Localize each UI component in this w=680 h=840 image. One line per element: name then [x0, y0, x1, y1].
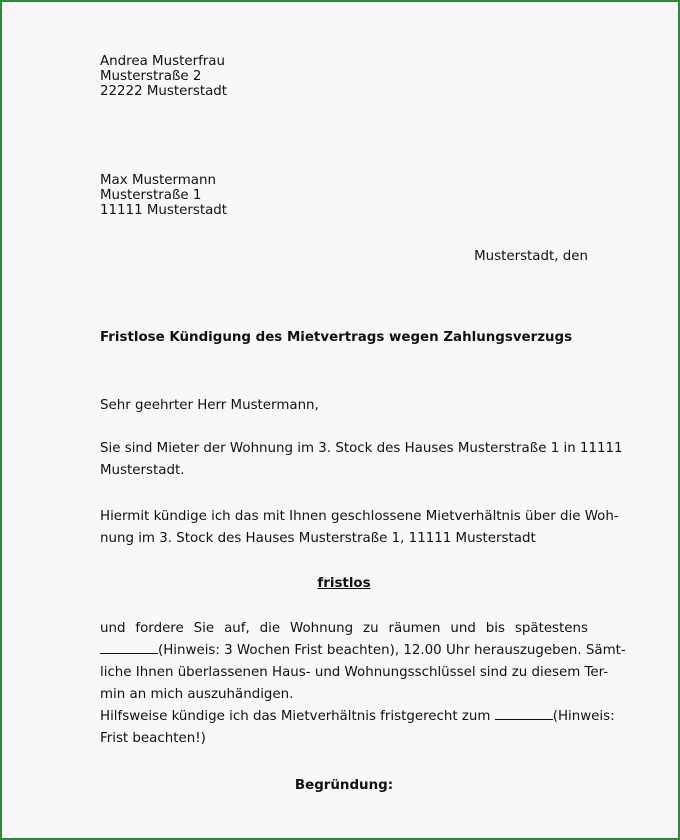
recipient-name: Max Mustermann: [100, 173, 216, 188]
paragraph-tenant-line1: Sie sind Mieter der Wohnung im 3. Stock des Hauses Musterstraße 1 in 11111: [100, 441, 623, 456]
sender-name: Andrea Musterfrau: [100, 54, 225, 69]
paragraph-demand-line6: Frist beachten!): [100, 731, 206, 746]
place-date: [100, 249, 588, 264]
paragraph-termination: [100, 506, 619, 550]
reason-heading-text: Begründung:: [294, 778, 394, 793]
paragraph-demand-line3: liche Ihnen überlassenen Haus- und Wohnungsschlüssel sind zu diesem Ter-: [100, 665, 609, 680]
subject-text: Fristlose Kündigung des Mietvertrags wegen Zahlungsverzugs: [100, 330, 573, 345]
recipient-city: 11111 Musterstadt: [100, 203, 228, 218]
sender-street: Musterstraße 2: [100, 69, 202, 84]
reason-heading: [100, 778, 588, 793]
paragraph-demand-line2-text: (Hinweis: 3 Wochen Frist beachten), 12.00 Uhr herauszugeben. Sämt-: [158, 643, 626, 658]
paragraph-tenant: [100, 438, 623, 482]
paragraph-demand-line5-prefix: Hilfsweise kündige ich das Mietverhältnis fristgerecht zum: [100, 709, 491, 724]
subject-line: [100, 330, 588, 345]
salutation-text: Sehr geehrter Herr Mustermann,: [100, 398, 319, 413]
paragraph-demand-line5: [100, 706, 615, 728]
emphasis-heading: [100, 576, 588, 591]
date-blank: [100, 641, 158, 654]
recipient-address: [100, 173, 588, 218]
paragraph-demand-line2: [100, 640, 626, 662]
recipient-street: Musterstraße 1: [100, 188, 202, 203]
paragraph-termination-line2: nung im 3. Stock des Hauses Musterstraße 1, 11111 Musterstadt: [100, 531, 536, 546]
salutation: [100, 398, 588, 413]
sender-city: 22222 Musterstadt: [100, 84, 228, 99]
paragraph-demand-line5-suffix: (Hinweis:: [552, 709, 615, 724]
paragraph-termination-line1: Hiermit kündige ich das mit Ihnen geschlossene Mietverhältnis über die Woh-: [100, 509, 619, 524]
paragraph-tenant-line2: Musterstadt.: [100, 463, 185, 478]
paragraph-demand-line1: und fordere Sie auf, die Wohnung zu räumen und bis spätestens: [100, 621, 588, 636]
paragraph-demand: [100, 618, 626, 750]
emphasis-text: fristlos: [317, 576, 371, 591]
paragraph-demand-line4: min an mich auszuhändigen.: [100, 687, 294, 702]
sender-address: [100, 54, 588, 99]
place-date-text: Musterstadt, den: [474, 249, 588, 264]
deadline-blank: [495, 707, 553, 720]
